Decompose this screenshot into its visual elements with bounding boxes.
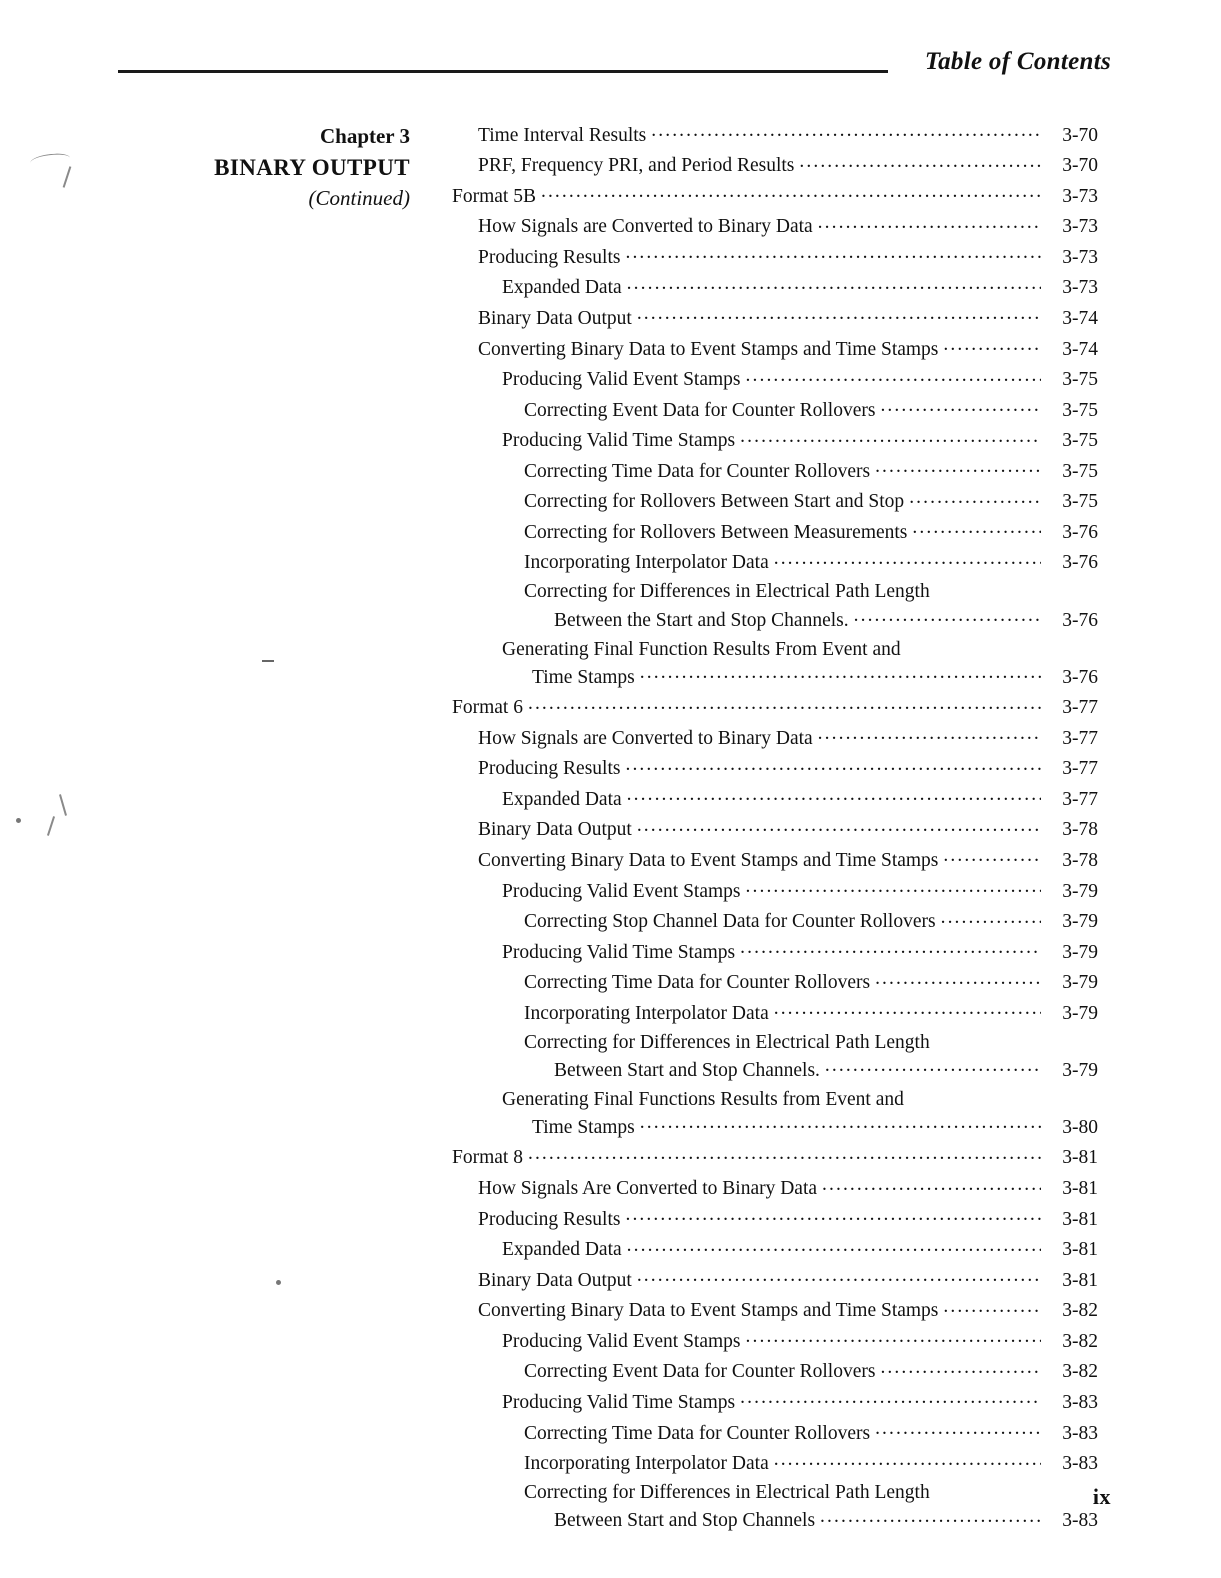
page-header bbox=[118, 48, 1111, 88]
toc-leader-dots bbox=[740, 1391, 1041, 1408]
toc-leader-dots bbox=[651, 124, 1041, 141]
toc-entry[interactable] bbox=[452, 1002, 1098, 1023]
toc-page-number: 3-77 bbox=[1062, 758, 1098, 780]
toc-entry-label: Incorporating Interpolator Data bbox=[524, 1453, 769, 1475]
toc-entry-label: Converting Binary Data to Event Stamps and Time Stamps bbox=[478, 338, 939, 360]
toc-entry[interactable] bbox=[452, 1147, 1098, 1168]
toc-entry-label: Producing Valid Event Stamps bbox=[502, 1330, 741, 1352]
toc-leader-dots bbox=[640, 1116, 1041, 1133]
toc-entry-label: Producing Results bbox=[478, 1208, 621, 1230]
toc-entry[interactable] bbox=[452, 246, 1098, 267]
toc-entry-label: Producing Valid Time Stamps bbox=[502, 1391, 736, 1413]
toc-leader-dots bbox=[909, 491, 1041, 508]
toc-page-number: 3-76 bbox=[1062, 521, 1098, 543]
toc-page-number: 3-77 bbox=[1062, 697, 1098, 719]
toc-leader-dots bbox=[746, 369, 1041, 386]
toc-leader-dots bbox=[822, 1177, 1041, 1194]
toc-entry[interactable] bbox=[452, 277, 1098, 298]
toc-entry[interactable] bbox=[452, 1330, 1098, 1351]
toc-entry-label: How Signals are Converted to Binary Data bbox=[478, 727, 813, 749]
toc-entry[interactable] bbox=[452, 155, 1098, 176]
toc-entry-label: Expanded Data bbox=[502, 788, 622, 810]
toc-entry[interactable] bbox=[452, 697, 1098, 718]
toc-entry-label: Correcting Event Data for Counter Rollovers bbox=[524, 399, 876, 421]
toc-entry[interactable] bbox=[452, 911, 1098, 932]
toc-leader-dots bbox=[875, 972, 1041, 989]
toc-page-number: 3-76 bbox=[1062, 609, 1098, 631]
toc-entry[interactable] bbox=[452, 849, 1098, 870]
toc-leader-dots bbox=[875, 1422, 1041, 1439]
toc-entry-label: Producing Valid Event Stamps bbox=[502, 369, 741, 391]
toc-entry-label: Incorporating Interpolator Data bbox=[524, 1002, 769, 1024]
toc-entry-label-cont: Time Stamps bbox=[532, 666, 635, 688]
toc-entry[interactable] bbox=[452, 1300, 1098, 1321]
toc-entry-label-cont: Between Start and Stop Channels bbox=[554, 1510, 816, 1532]
chapter-heading bbox=[120, 122, 410, 214]
toc-entry-label: Time Interval Results bbox=[478, 124, 647, 146]
toc-entry[interactable] bbox=[452, 819, 1098, 840]
toc-page-number: 3-81 bbox=[1062, 1147, 1098, 1169]
toc-entry-label: Expanded Data bbox=[502, 1239, 622, 1261]
toc-page-number: 3-75 bbox=[1062, 460, 1098, 482]
toc-entry-label: Producing Valid Event Stamps bbox=[502, 880, 741, 902]
toc-page-number: 3-75 bbox=[1062, 399, 1098, 421]
toc-leader-dots bbox=[825, 1059, 1041, 1076]
toc-page-number: 3-81 bbox=[1062, 1178, 1098, 1199]
toc-entry[interactable] bbox=[452, 460, 1098, 481]
toc-entry[interactable] bbox=[452, 1483, 1098, 1531]
toc-entry[interactable] bbox=[452, 552, 1098, 573]
toc-leader-dots bbox=[740, 430, 1041, 447]
toc-leader-dots bbox=[820, 1510, 1041, 1527]
toc-leader-dots bbox=[943, 1300, 1041, 1317]
toc-leader-dots bbox=[774, 1002, 1041, 1019]
toc-entry-label: Incorporating Interpolator Data bbox=[524, 552, 769, 574]
toc-page-number: 3-77 bbox=[1062, 727, 1098, 749]
toc-entry[interactable] bbox=[452, 941, 1098, 962]
toc-entry-label-cont: Between the Start and Stop Channels. bbox=[554, 609, 849, 631]
toc-page-number: 3-79 bbox=[1062, 941, 1098, 963]
toc-leader-dots bbox=[746, 1330, 1041, 1347]
toc-entry[interactable] bbox=[452, 1391, 1098, 1412]
toc-entry[interactable] bbox=[452, 521, 1098, 542]
toc-leader-dots bbox=[637, 819, 1041, 836]
toc-page-number: 3-73 bbox=[1062, 246, 1098, 268]
toc-page-number: 3-74 bbox=[1062, 338, 1098, 360]
toc-leader-dots bbox=[528, 697, 1041, 714]
header-rule bbox=[118, 70, 888, 73]
toc-entry[interactable] bbox=[452, 1361, 1098, 1382]
stray-pen-mark bbox=[30, 148, 76, 178]
toc-leader-dots bbox=[637, 307, 1041, 324]
toc-page-number: 3-82 bbox=[1062, 1361, 1098, 1383]
toc-page-number: 3-79 bbox=[1062, 972, 1098, 994]
toc-page-number: 3-76 bbox=[1062, 666, 1098, 688]
chapter-number: Chapter 3 bbox=[319, 124, 410, 148]
toc-entry-label: Correcting Stop Channel Data for Counter Rollovers bbox=[524, 911, 936, 933]
toc-entry-label: Correcting Event Data for Counter Rollovers bbox=[524, 1361, 876, 1383]
toc-entry[interactable] bbox=[452, 1453, 1098, 1474]
toc-entry[interactable] bbox=[452, 124, 1098, 145]
toc-page-number: 3-80 bbox=[1062, 1116, 1098, 1138]
toc-entry[interactable] bbox=[452, 338, 1098, 359]
toc-entry[interactable] bbox=[452, 1269, 1098, 1290]
toc-page-number: 3-83 bbox=[1062, 1391, 1098, 1413]
toc-entry-label: Correcting for Differences in Electrical Path Length bbox=[524, 1482, 930, 1504]
stray-dot-mark-2 bbox=[276, 1280, 281, 1285]
toc-entry-label: Converting Binary Data to Event Stamps and Time Stamps bbox=[478, 1300, 939, 1322]
toc-entry-label: Correcting for Rollovers Between Measurements bbox=[524, 521, 908, 543]
toc-entry-label: Binary Data Output bbox=[478, 1269, 632, 1291]
toc-page-number: 3-83 bbox=[1062, 1422, 1098, 1444]
toc-entry-label: Format 8 bbox=[452, 1147, 523, 1169]
header-title: Table of Contents bbox=[924, 48, 1111, 75]
toc-page-number: 3-79 bbox=[1062, 880, 1098, 902]
toc-leader-dots bbox=[818, 216, 1041, 233]
toc-entry[interactable] bbox=[452, 1208, 1098, 1229]
toc-entry-label: Converting Binary Data to Event Stamps and Time Stamps bbox=[478, 849, 939, 871]
toc-entry-label: Correcting Time Data for Counter Rollovers bbox=[524, 460, 871, 482]
toc-entry[interactable] bbox=[452, 640, 1098, 688]
toc-entry[interactable] bbox=[452, 880, 1098, 901]
chapter-continued: (Continued) bbox=[308, 186, 410, 211]
toc-entry-label-cont: Time Stamps bbox=[532, 1116, 635, 1138]
toc-entry-label: PRF, Frequency PRI, and Period Results bbox=[478, 155, 795, 177]
toc-entry-label: Generating Final Function Results From Event and bbox=[502, 638, 901, 660]
toc-page-number: 3-79 bbox=[1062, 911, 1098, 933]
toc-entry[interactable] bbox=[452, 399, 1098, 420]
toc-entry[interactable] bbox=[452, 788, 1098, 809]
toc-entry-label: Correcting for Rollovers Between Start and Stop bbox=[524, 491, 905, 513]
toc-entry-label: Correcting Time Data for Counter Rollovers bbox=[524, 1422, 871, 1444]
toc-leader-dots bbox=[880, 1361, 1041, 1378]
toc-leader-dots bbox=[625, 1208, 1041, 1225]
toc-leader-dots bbox=[818, 727, 1041, 744]
toc-entry-label: Binary Data Output bbox=[478, 819, 632, 841]
toc-page-number: 3-79 bbox=[1062, 1059, 1098, 1081]
toc-entry[interactable] bbox=[452, 1090, 1098, 1138]
toc-leader-dots bbox=[625, 246, 1041, 263]
toc-entry[interactable] bbox=[452, 369, 1098, 390]
toc-page-number: 3-78 bbox=[1062, 849, 1098, 871]
toc-entry-label: Correcting for Differences in Electrical Path Length bbox=[524, 1031, 930, 1053]
toc-page-number: 3-73 bbox=[1062, 277, 1098, 299]
toc-entry-label: Correcting for Differences in Electrical Path Length bbox=[524, 581, 930, 603]
toc-entry-label: Format 6 bbox=[452, 697, 523, 719]
toc-page-number: 3-82 bbox=[1062, 1300, 1098, 1322]
toc-page-number: 3-82 bbox=[1062, 1330, 1098, 1352]
toc-leader-dots bbox=[627, 788, 1041, 805]
toc-entry-label: Correcting Time Data for Counter Rollovers bbox=[524, 972, 871, 994]
toc-leader-dots bbox=[799, 155, 1041, 172]
toc-page-number: 3-75 bbox=[1062, 369, 1098, 391]
toc-entry[interactable] bbox=[452, 307, 1098, 328]
toc-entry-label: Producing Results bbox=[478, 758, 621, 780]
toc-leader-dots bbox=[541, 185, 1041, 202]
toc-page-number: 3-76 bbox=[1062, 552, 1098, 574]
toc-entry[interactable] bbox=[452, 1177, 1098, 1198]
toc-page-number: 3-79 bbox=[1062, 1002, 1098, 1024]
toc-leader-dots bbox=[627, 1239, 1041, 1256]
toc-entry[interactable] bbox=[452, 758, 1098, 779]
toc-page-number: 3-70 bbox=[1062, 124, 1098, 146]
toc-leader-dots bbox=[625, 758, 1041, 775]
toc-entry[interactable] bbox=[452, 1422, 1098, 1443]
toc-leader-dots bbox=[941, 911, 1041, 928]
stray-dot-mark bbox=[16, 818, 21, 823]
toc-page-number: 3-77 bbox=[1062, 788, 1098, 810]
toc-page-number: 3-81 bbox=[1062, 1208, 1098, 1230]
toc-entry-label: How Signals Are Converted to Binary Data bbox=[478, 1178, 818, 1199]
toc-leader-dots bbox=[943, 338, 1041, 355]
toc-entry-label: Format 5B bbox=[452, 185, 536, 207]
toc-entry[interactable] bbox=[452, 185, 1098, 206]
toc-leader-dots bbox=[943, 849, 1041, 866]
toc-entry[interactable] bbox=[452, 727, 1098, 748]
page-folio: ix bbox=[1092, 1484, 1111, 1509]
toc-entry[interactable] bbox=[452, 1033, 1098, 1081]
toc-entry-label: Producing Valid Time Stamps bbox=[502, 941, 736, 963]
toc-entry-label: Generating Final Functions Results from Event and bbox=[502, 1088, 904, 1110]
toc-leader-dots bbox=[640, 666, 1041, 683]
toc-page-number: 3-81 bbox=[1062, 1269, 1098, 1291]
toc-page-number: 3-81 bbox=[1062, 1239, 1098, 1261]
toc-leader-dots bbox=[528, 1147, 1041, 1164]
toc-page-number: 3-74 bbox=[1062, 307, 1098, 329]
toc-page-number: 3-75 bbox=[1062, 430, 1098, 452]
toc-entry-label-cont: Between Start and Stop Channels. bbox=[554, 1059, 820, 1081]
toc-leader-dots bbox=[854, 609, 1041, 626]
toc-page-number: 3-75 bbox=[1062, 491, 1098, 513]
toc-leader-dots bbox=[746, 880, 1041, 897]
toc-page-number: 3-70 bbox=[1062, 155, 1098, 177]
toc-leader-dots bbox=[627, 277, 1041, 294]
stray-dash-mark bbox=[262, 660, 274, 662]
toc-entry[interactable] bbox=[452, 216, 1098, 237]
toc-leader-dots bbox=[880, 399, 1041, 416]
toc-entry[interactable] bbox=[452, 1239, 1098, 1260]
toc-leader-dots bbox=[875, 460, 1041, 477]
toc-entry-label: Producing Results bbox=[478, 246, 621, 268]
toc-leader-dots bbox=[740, 941, 1041, 958]
chapter-title: BINARY OUTPUT bbox=[214, 154, 410, 180]
table-of-contents-list bbox=[452, 124, 1098, 1540]
toc-entry-label: Binary Data Output bbox=[478, 307, 632, 329]
toc-entry[interactable] bbox=[452, 972, 1098, 993]
toc-page-number: 3-83 bbox=[1062, 1453, 1098, 1475]
toc-page-number: 3-78 bbox=[1062, 819, 1098, 841]
toc-leader-dots bbox=[774, 1453, 1041, 1470]
toc-entry[interactable] bbox=[452, 491, 1098, 512]
toc-leader-dots bbox=[774, 552, 1041, 569]
toc-page-number: 3-83 bbox=[1062, 1510, 1098, 1532]
toc-leader-dots bbox=[637, 1269, 1041, 1286]
toc-entry[interactable] bbox=[452, 582, 1098, 630]
toc-entry-label: How Signals are Converted to Binary Data bbox=[478, 216, 813, 238]
stray-pen-mark-2 bbox=[18, 790, 88, 830]
toc-entry-label: Expanded Data bbox=[502, 277, 622, 299]
toc-entry-label: Producing Valid Time Stamps bbox=[502, 430, 736, 452]
toc-leader-dots bbox=[912, 521, 1041, 538]
toc-page-number: 3-73 bbox=[1062, 185, 1098, 207]
toc-page-number: 3-73 bbox=[1062, 216, 1098, 238]
toc-entry[interactable] bbox=[452, 430, 1098, 451]
